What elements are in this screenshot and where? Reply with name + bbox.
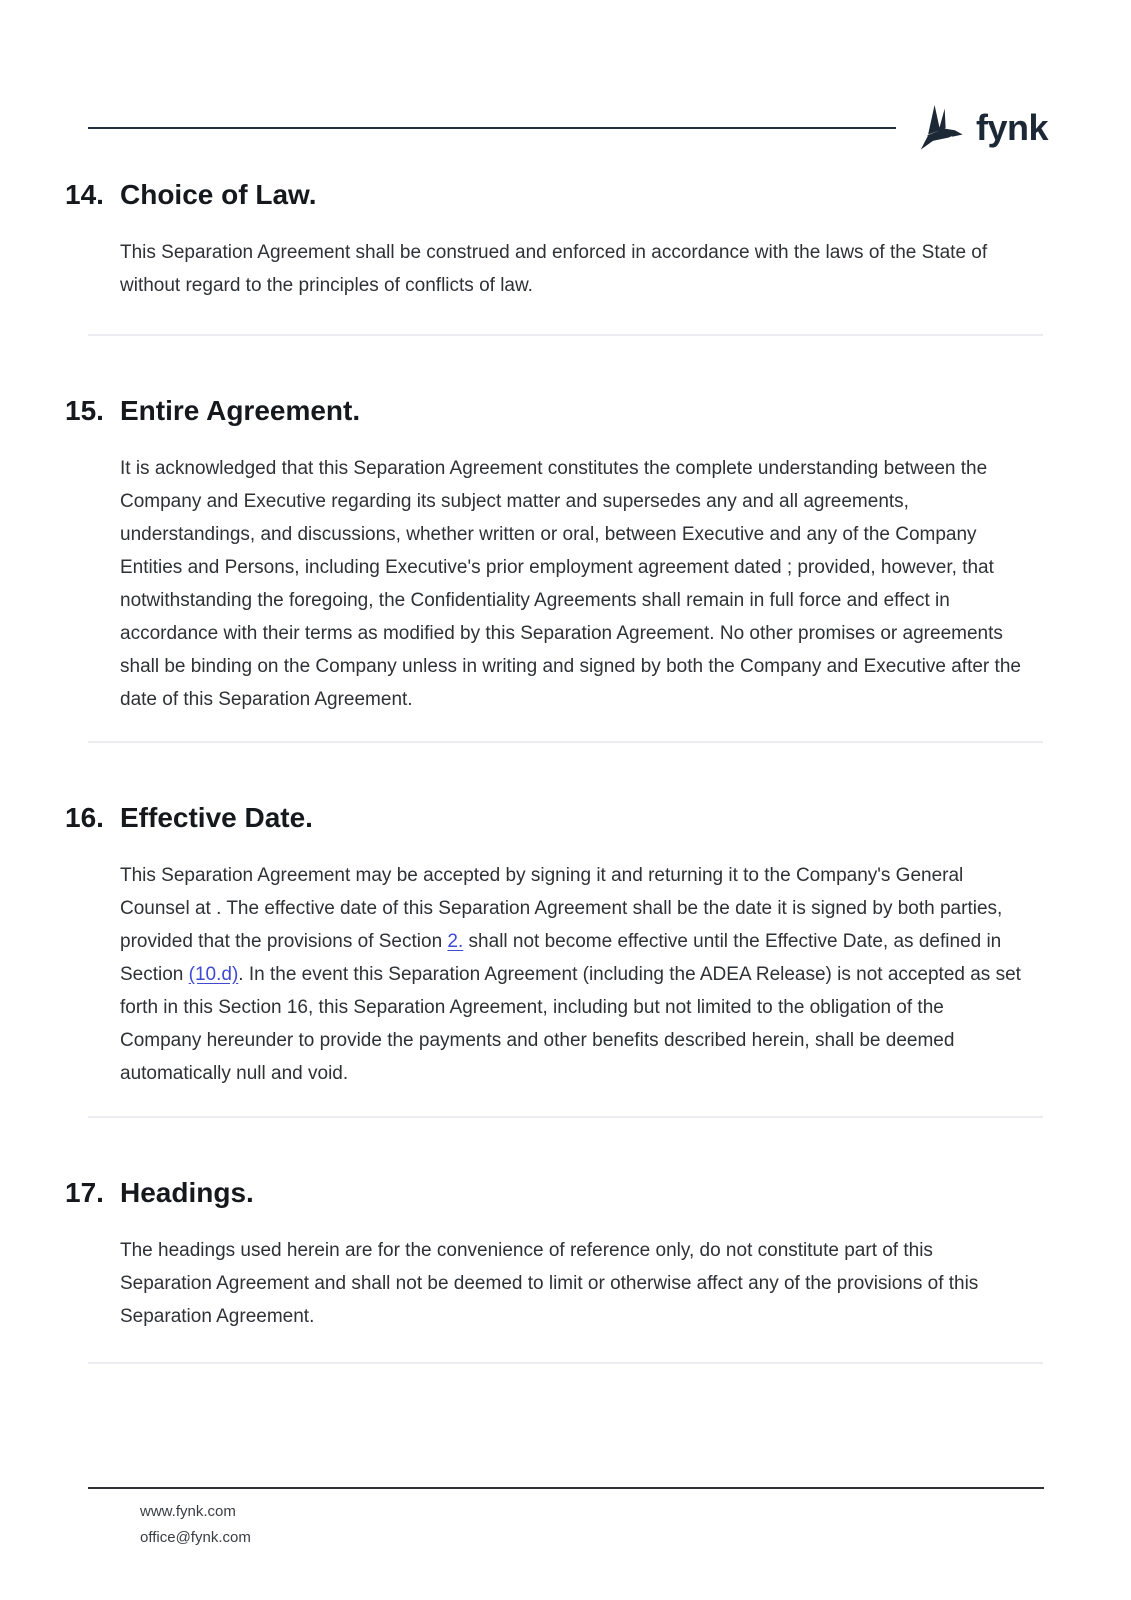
section-paragraph: The headings used herein are for the convenience of reference only, do not constitute part of this Separation Agreement and shall not be deemed to limit or otherwise affect any of the provisions of this Separation Agreement. [120,1240,979,1327]
section-title: Effective Date. [120,802,313,833]
footer-website: www.fynk.com [140,1503,236,1520]
section-paragraph: It is acknowledged that this Separation Agreement constitutes the complete understanding between the Company and Executive regarding its subject matter and supersedes any and all agreements, understandings, and discussions, whether written or oral, between Executive and any of the Company Entities and Persons, including Executive's prior employment agreement dated ; provided, however, that notwithstanding the foregoing, the Confidentiality Agreements shall remain in full force and effect in accordance with their terms as modified by this Separation Agreement. No other promises or agreements shall be binding on the Company unless in writing and signed by both the Company and Executive after the date of this Separation Agreement. [120,458,1021,710]
section-number: 17. [65,1177,104,1208]
footer-rule [88,1487,1044,1489]
section-divider [88,741,1043,743]
section-17-headings [0,1176,1131,1333]
section-heading [65,1176,1131,1210]
section-heading [65,801,1131,835]
section-title: Headings. [120,1177,254,1208]
section-divider [88,1362,1043,1364]
section-heading [65,178,1131,212]
body-text-segment: . In the event this Separation Agreement (including the ADEA Release) is not accepted as set forth in this Section 16, this Separation Agreement, including but not limited to the obligation of the Company hereunder to provide the payments and other benefits described herein, shall be deemed automatically null and void. [120,964,1021,1084]
page-footer [88,1487,1044,1551]
page-header [0,0,1131,152]
section-16-effective-date [0,801,1131,1090]
section-number: 15. [65,395,104,426]
section-reference-link[interactable]: 2. [447,931,464,952]
body-text-segment: shall not become effective until the Effective Date, as defined in Section [120,931,1002,985]
fynk-logo [918,104,1048,152]
section-title: Choice of Law. [120,179,317,210]
footer-email: office@fynk.com [140,1529,251,1546]
section-14-choice-of-law [0,178,1131,302]
section-number: 14. [65,179,104,210]
section-divider [88,1116,1043,1118]
brand-name: fynk [975,107,1048,148]
origami-bird-icon [918,104,964,152]
header-rule [88,127,896,129]
section-15-entire-agreement [0,394,1131,716]
section-paragraph: This Separation Agreement shall be construed and enforced in accordance with the laws of the State of without regard to the principles of conflicts of law. [120,242,988,296]
section-number: 16. [65,802,104,833]
section-heading [65,394,1131,428]
section-reference-link[interactable]: (10.d) [188,964,239,985]
section-divider [88,334,1043,336]
section-title: Entire Agreement. [120,395,361,426]
body-text-segment: This Separation Agreement may be accepted by signing it and returning it to the Company's General Counsel at . The effective date of this Separation Agreement shall be the date it is signed by both parties, provided that the provisions of Section [120,865,1003,952]
section-paragraph [120,859,1025,1090]
document-body [0,178,1131,1364]
